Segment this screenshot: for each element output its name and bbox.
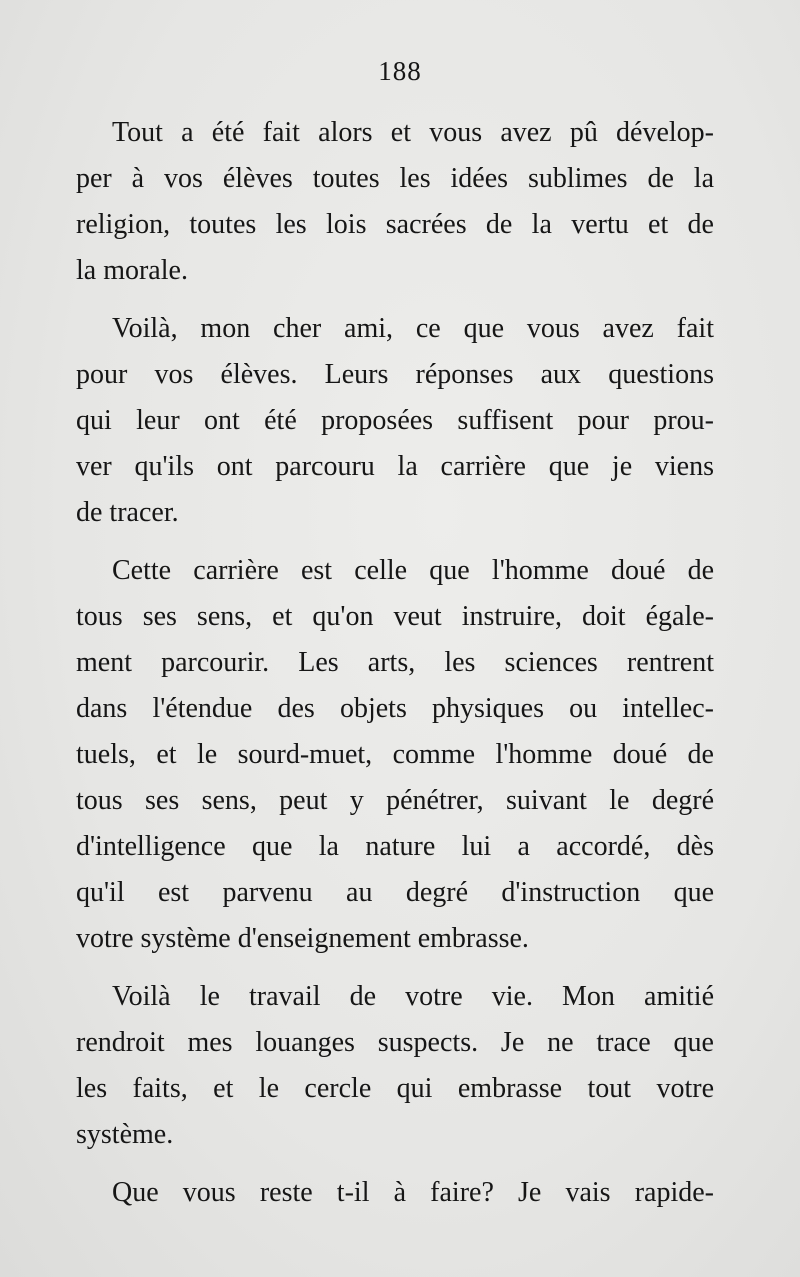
text-line: de tracer. (76, 497, 179, 528)
text-line: Cette carrière est celle que l'homme doué de (112, 555, 714, 586)
paragraph-2 (76, 306, 714, 536)
page-number: 188 (378, 56, 422, 86)
paragraph-5 (76, 1170, 714, 1216)
text-line: d'intelligence que la nature lui a accordé, dès (76, 831, 714, 862)
text-line: votre système d'enseignement embrasse. (76, 923, 529, 954)
text-line: ment parcourir. Les arts, les sciences rentrent (76, 647, 714, 678)
text-line: per à vos élèves toutes les idées sublimes de la (76, 163, 714, 194)
text-line: religion, toutes les lois sacrées de la vertu et de (76, 209, 714, 240)
text-line: Tout a été fait alors et vous avez pû dévelop- (112, 117, 714, 148)
page-body (76, 110, 714, 1228)
text-line: tous ses sens, peut y pénétrer, suivant le degré (76, 785, 714, 816)
text-line: pour vos élèves. Leurs réponses aux questions (76, 359, 714, 390)
text-line: Que vous reste t-il à faire? Je vais rapide- (112, 1177, 714, 1208)
paragraph-3 (76, 548, 714, 962)
text-line: Voilà le travail de votre vie. Mon amitié (112, 981, 714, 1012)
text-line: tuels, et le sourd-muet, comme l'homme doué de (76, 739, 714, 770)
text-line: Voilà, mon cher ami, ce que vous avez fait (112, 313, 714, 344)
text-line: qu'il est parvenu au degré d'instruction que (76, 877, 714, 908)
text-line: rendroit mes louanges suspects. Je ne trace que (76, 1027, 714, 1058)
paragraph-1 (76, 110, 714, 294)
paragraph-4 (76, 974, 714, 1158)
text-line: système. (76, 1119, 174, 1150)
text-line: dans l'étendue des objets physiques ou intellec- (76, 693, 714, 724)
text-line: tous ses sens, et qu'on veut instruire, doit égale- (76, 601, 714, 632)
text-line: les faits, et le cercle qui embrasse tout votre (76, 1073, 714, 1104)
text-line: qui leur ont été proposées suffisent pour prou- (76, 405, 714, 436)
text-line: la morale. (76, 255, 188, 286)
text-line: ver qu'ils ont parcouru la carrière que je viens (76, 451, 714, 482)
